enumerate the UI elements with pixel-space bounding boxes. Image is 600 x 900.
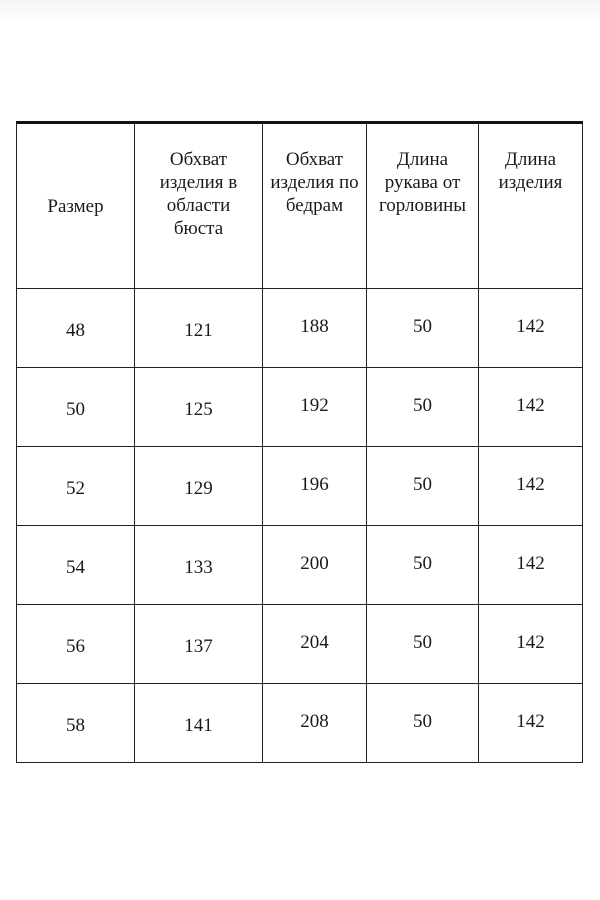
size-chart [16,121,582,763]
cell-length: 142 [479,526,583,605]
table-row [17,605,583,684]
table-row [17,368,583,447]
table-row [17,684,583,763]
cell-size: 58 [17,684,135,763]
cell-sleeve: 50 [367,526,479,605]
cell-size: 48 [17,289,135,368]
size-table [16,121,583,763]
header-bust [135,123,263,289]
cell-length: 142 [479,605,583,684]
cell-sleeve: 50 [367,605,479,684]
cell-bust: 129 [135,447,263,526]
cell-bust: 137 [135,605,263,684]
cell-size: 50 [17,368,135,447]
cell-bust: 133 [135,526,263,605]
cell-sleeve: 50 [367,368,479,447]
header-size [17,123,135,289]
cell-bust: 121 [135,289,263,368]
cell-hips: 196 [263,447,367,526]
cell-length: 142 [479,447,583,526]
cell-sleeve: 50 [367,684,479,763]
header-length [479,123,583,289]
cell-size: 56 [17,605,135,684]
cell-bust: 141 [135,684,263,763]
table-row [17,526,583,605]
cell-length: 142 [479,684,583,763]
cell-hips: 188 [263,289,367,368]
cell-size: 52 [17,447,135,526]
cell-sleeve: 50 [367,289,479,368]
header-sleeve-label: Длина рукава от горловины [378,149,467,216]
cell-size: 54 [17,526,135,605]
header-size-label: Размер [47,195,104,217]
cell-length: 142 [479,289,583,368]
cell-hips: 192 [263,368,367,447]
header-hips-label: Обхват изделия по бедрам [270,149,359,216]
cell-bust: 125 [135,368,263,447]
top-fade-strip [0,0,600,22]
table-row [17,289,583,368]
header-bust-label: Обхват изделия в области бюста [159,149,238,239]
header-length-label: Длина изделия [498,149,563,193]
table-row [17,447,583,526]
cell-sleeve: 50 [367,447,479,526]
header-sleeve [367,123,479,289]
cell-hips: 208 [263,684,367,763]
cell-hips: 204 [263,605,367,684]
header-hips [263,123,367,289]
header-row [17,123,583,289]
cell-length: 142 [479,368,583,447]
cell-hips: 200 [263,526,367,605]
